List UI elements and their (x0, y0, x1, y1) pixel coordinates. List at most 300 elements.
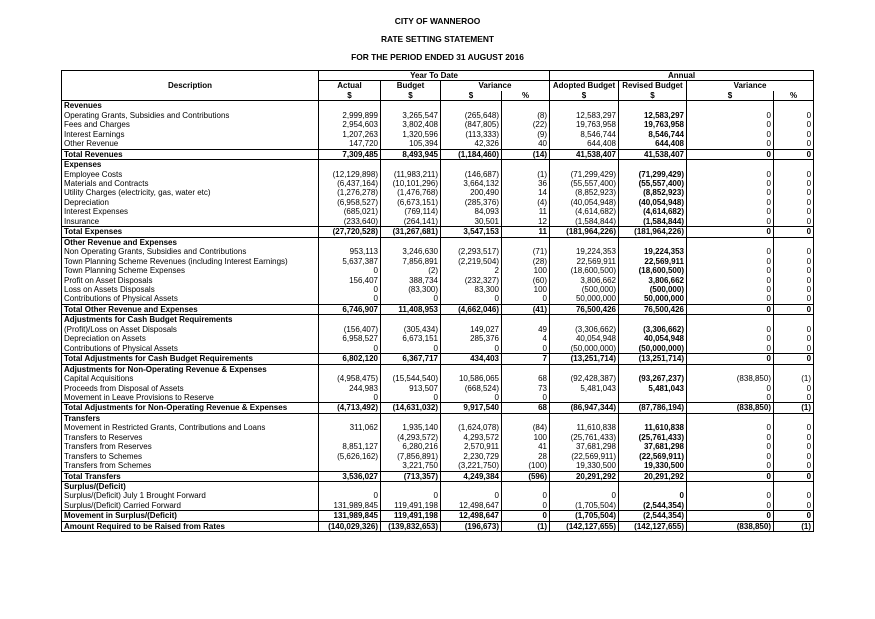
adopted-cell: 76,500,426 (550, 304, 619, 314)
adopted-cell: 11,610,838 (550, 423, 619, 432)
annual-variance-pct-cell: 0 (774, 304, 814, 314)
actual-cell: 311,062 (319, 423, 381, 432)
actual-cell: 0 (319, 266, 381, 275)
description-header: Description (167, 81, 212, 91)
budget-cell: 6,280,216 (381, 442, 441, 451)
row-label: Depreciation (64, 197, 109, 207)
row-label: Total Adjustments for Non-Operating Revenue & Expenses (62, 403, 319, 413)
annual-variance-pct-cell: 0 (774, 149, 814, 159)
budget-cell: (10,101,296) (381, 179, 441, 188)
revised-cell: (181,964,226) (619, 227, 687, 237)
variance-cell: 2 (441, 266, 502, 275)
budget-cell: (83,300) (381, 285, 441, 294)
annual-variance-cell: 0 (687, 149, 774, 159)
row-label: Movement in Restricted Grants, Contributions and Loans (64, 423, 266, 433)
adopted-cell: 37,681,298 (550, 442, 619, 451)
row-label: Total Revenues (62, 149, 319, 159)
table-row (62, 266, 814, 275)
annual-variance-cell: 0 (687, 294, 774, 304)
revised-cell: 37,681,298 (619, 442, 687, 451)
header-blank (62, 71, 319, 81)
revised-cell: 76,500,426 (619, 304, 687, 314)
row-label: (Profit)/Loss on Asset Disposals (64, 324, 177, 334)
revised-cell: 19,224,353 (619, 247, 687, 256)
variance-cell: (196,673) (441, 521, 502, 531)
adopted-cell: 19,330,500 (550, 461, 619, 471)
budget-cell: (31,267,681) (381, 227, 441, 237)
adopted-cell: (1,705,504) (550, 501, 619, 511)
row-label: Movement in Leave Provisions to Reserve (64, 392, 214, 402)
annual-variance-cell: 0 (687, 344, 774, 354)
annual-variance-cell: 0 (687, 423, 774, 432)
row-label: Transfers to Reserves (64, 432, 143, 442)
revised-cell: (87,786,194) (619, 403, 687, 413)
row-label: Utility Charges (electricity, gas, water etc) (64, 188, 211, 198)
adopted-cell (550, 393, 619, 403)
revised-cell: (55,557,400) (619, 179, 687, 188)
budget-cell: 6,673,151 (381, 334, 441, 343)
total-row (62, 521, 814, 531)
row-label: Amount Required to be Raised from Rates (62, 521, 319, 531)
revised-unit: $ (619, 91, 687, 101)
revised-cell: (40,054,948) (619, 198, 687, 207)
table-row (62, 325, 814, 334)
actual-cell: 7,309,485 (319, 149, 381, 159)
revised-cell: (71,299,429) (619, 170, 687, 179)
annual-variance-cell: 0 (687, 257, 774, 266)
variance-pct-cell: 49 (502, 325, 550, 334)
annual-variance-cell: 0 (687, 384, 774, 393)
variance-pct-cell: 100 (502, 285, 550, 294)
variance-cell: 83,300 (441, 285, 502, 294)
actual-cell: 5,637,387 (319, 257, 381, 266)
annual-variance-pct-cell: 0 (774, 334, 814, 343)
annual-variance-pct-cell: (1) (774, 521, 814, 531)
variance-pct-cell: (22) (502, 120, 550, 129)
budget-cell: 388,734 (381, 276, 441, 285)
variance-cell: (4,662,046) (441, 304, 502, 314)
row-label: Total Other Revenue and Expenses (62, 304, 319, 314)
annual-variance-pct-cell: 0 (774, 139, 814, 149)
annual-variance-pct-cell: 0 (774, 247, 814, 256)
budget-cell: (11,983,211) (381, 170, 441, 179)
section-label: Adjustments for Non-Operating Revenue & Expenses (64, 364, 267, 374)
annual-variance-pct-cell: 0 (774, 207, 814, 216)
variance-pct-cell: (8) (502, 111, 550, 120)
annual-variance-unit: $ (687, 91, 774, 101)
adopted-cell: 22,569,911 (550, 257, 619, 266)
annual-variance-pct-cell: 0 (774, 170, 814, 179)
adopted-cell: 5,481,043 (550, 384, 619, 393)
section-label: Revenues (64, 101, 102, 111)
annual-variance-cell: (838,850) (687, 374, 774, 383)
variance-cell: 2,230,729 (441, 452, 502, 461)
revised-cell: 20,291,292 (619, 471, 687, 481)
table-row (62, 442, 814, 451)
revised-cell: (93,267,237) (619, 374, 687, 383)
total-row (62, 354, 814, 364)
actual-unit: $ (319, 91, 381, 101)
annual-variance-pct-cell: 0 (774, 384, 814, 393)
section-row (62, 160, 814, 170)
annual-variance-pct-cell: 0 (774, 433, 814, 442)
variance-pct-cell: (71) (502, 247, 550, 256)
table-header (62, 71, 814, 101)
actual-cell: 156,407 (319, 276, 381, 285)
table-row (62, 170, 814, 179)
adopted-cell: 19,763,958 (550, 120, 619, 129)
actual-cell: (27,720,528) (319, 227, 381, 237)
total-row (62, 149, 814, 159)
annual-variance-cell: 0 (687, 188, 774, 197)
annual-variance-pct-cell: 0 (774, 294, 814, 304)
variance-pct-cell: 0 (502, 511, 550, 521)
revised-header: Revised Budget (619, 81, 687, 91)
variance-pct-cell: (9) (502, 130, 550, 139)
budget-cell: 3,221,750 (381, 461, 441, 471)
budget-cell: 913,507 (381, 384, 441, 393)
budget-cell: 0 (381, 294, 441, 304)
row-label: Transfers to Schemes (64, 451, 142, 461)
annual-variance-pct-cell: 0 (774, 461, 814, 471)
annual-variance-pct-cell: 0 (774, 198, 814, 207)
section-row (62, 315, 814, 325)
variance-cell: (146,687) (441, 170, 502, 179)
variance-cell: 200,490 (441, 188, 502, 197)
variance-unit: $ (441, 91, 502, 101)
budget-cell: 8,493,945 (381, 149, 441, 159)
row-label: Fees and Charges (64, 120, 130, 130)
budget-cell: 119,491,198 (381, 511, 441, 521)
variance-pct-cell: 14 (502, 188, 550, 197)
variance-cell: 4,293,572 (441, 433, 502, 442)
annual-variance-cell: 0 (687, 120, 774, 129)
annual-variance-pct-cell: (1) (774, 403, 814, 413)
variance-pct-cell: 41 (502, 442, 550, 451)
variance-pct-cell: 73 (502, 384, 550, 393)
annual-variance-cell: 0 (687, 334, 774, 343)
variance-pct-cell: 0 (502, 491, 550, 500)
budget-cell: 11,408,953 (381, 304, 441, 314)
annual-variance-cell: 0 (687, 247, 774, 256)
annual-variance-cell: 0 (687, 207, 774, 216)
section-label: Surplus/(Deficit) (64, 482, 126, 492)
row-label: Profit on Asset Disposals (64, 275, 153, 285)
table-row (62, 247, 814, 256)
actual-cell: (6,958,527) (319, 198, 381, 207)
adopted-cell: (40,054,948) (550, 198, 619, 207)
actual-cell: 953,113 (319, 247, 381, 256)
table-row (62, 393, 814, 403)
actual-cell: (4,713,492) (319, 403, 381, 413)
budget-cell: 6,367,717 (381, 354, 441, 364)
actual-cell: 1,207,263 (319, 130, 381, 139)
variance-pct-cell: 36 (502, 179, 550, 188)
adopted-cell: 644,408 (550, 139, 619, 149)
adopted-cell: (50,000,000) (550, 344, 619, 354)
variance-cell: 30,501 (441, 217, 502, 227)
budget-cell: (2) (381, 266, 441, 275)
budget-cell: (14,631,032) (381, 403, 441, 413)
table-row (62, 294, 814, 304)
budget-cell: 0 (381, 491, 441, 500)
annual-variance-cell: 0 (687, 266, 774, 275)
revised-cell: (2,544,354) (619, 501, 687, 511)
rate-setting-table (61, 70, 814, 532)
total-row (62, 304, 814, 314)
annual-variance-cell: 0 (687, 461, 774, 471)
variance-cell: 3,664,132 (441, 179, 502, 188)
row-label: Town Planning Scheme Revenues (including Interest Earnings) (64, 256, 288, 266)
row-label: Interest Earnings (64, 129, 125, 139)
annual-variance-cell: 0 (687, 393, 774, 403)
section-label: Transfers (64, 413, 101, 423)
row-label: Contributions of Physical Assets (64, 294, 178, 304)
variance-pct-cell: 11 (502, 227, 550, 237)
variance-pct-cell: 28 (502, 452, 550, 461)
actual-cell (319, 433, 381, 442)
annual-variance-cell: 0 (687, 130, 774, 139)
revised-cell: (500,000) (619, 285, 687, 294)
annual-variance-pct-cell: 0 (774, 501, 814, 511)
variance-cell: (1,624,078) (441, 423, 502, 432)
budget-cell: 105,394 (381, 139, 441, 149)
variance-cell: (285,376) (441, 198, 502, 207)
budget-cell: 3,265,547 (381, 111, 441, 120)
table-row (62, 491, 814, 500)
variance-cell: (1,184,460) (441, 149, 502, 159)
annual-variance-pct-unit: % (774, 91, 814, 101)
table-row (62, 217, 814, 227)
actual-cell: 0 (319, 393, 381, 403)
adopted-cell: 19,224,353 (550, 247, 619, 256)
annual-variance-cell: 0 (687, 170, 774, 179)
variance-cell: (232,327) (441, 276, 502, 285)
revised-cell: (4,614,682) (619, 207, 687, 216)
variance-cell: 84,093 (441, 207, 502, 216)
table-row (62, 120, 814, 129)
variance-cell: 12,498,647 (441, 511, 502, 521)
variance-cell: (2,293,517) (441, 247, 502, 256)
annual-variance-pct-cell: 0 (774, 257, 814, 266)
adopted-cell: (92,428,387) (550, 374, 619, 383)
variance-pct-cell: (1) (502, 170, 550, 179)
variance-cell: 12,498,647 (441, 501, 502, 511)
section-label: Expenses (64, 160, 102, 170)
actual-cell: 0 (319, 344, 381, 354)
variance-cell: 4,249,384 (441, 471, 502, 481)
annual-variance-cell: 0 (687, 304, 774, 314)
annual-variance-pct-cell: 0 (774, 217, 814, 227)
adopted-cell: (1,584,844) (550, 217, 619, 227)
row-label: Capital Acquisitions (64, 374, 134, 384)
annual-variance-pct-cell: (1) (774, 374, 814, 383)
budget-cell: 0 (381, 344, 441, 354)
budget-unit: $ (381, 91, 441, 101)
row-label: Contributions of Physical Assets (64, 343, 178, 353)
budget-cell: (264,141) (381, 217, 441, 227)
variance-cell: 42,326 (441, 139, 502, 149)
variance-pct-cell: 11 (502, 207, 550, 216)
revised-cell: 50,000,000 (619, 294, 687, 304)
actual-cell: 2,999,899 (319, 111, 381, 120)
variance-pct-cell: 100 (502, 266, 550, 275)
total-row (62, 511, 814, 521)
budget-cell: 3,802,408 (381, 120, 441, 129)
revised-cell: 11,610,838 (619, 423, 687, 432)
annual-variance-pct-cell: 0 (774, 227, 814, 237)
variance-pct-cell: (1) (502, 521, 550, 531)
actual-cell: 0 (319, 491, 381, 500)
table-body (62, 101, 814, 532)
adopted-cell: (86,947,344) (550, 403, 619, 413)
table-row (62, 433, 814, 442)
budget-cell: 119,491,198 (381, 501, 441, 511)
total-row (62, 227, 814, 237)
variance-cell: 0 (441, 491, 502, 500)
variance-pct-cell: 4 (502, 334, 550, 343)
variance-cell: 149,027 (441, 325, 502, 334)
row-label: Other Revenue (64, 139, 119, 149)
revised-cell: (50,000,000) (619, 344, 687, 354)
annual-variance-pct-cell: 0 (774, 188, 814, 197)
actual-cell: (4,958,475) (319, 374, 381, 383)
variance-cell: (265,648) (441, 111, 502, 120)
actual-cell: (140,029,326) (319, 521, 381, 531)
table-row (62, 344, 814, 354)
variance-pct-cell: (41) (502, 304, 550, 314)
table-row (62, 461, 814, 471)
adopted-cell: (181,964,226) (550, 227, 619, 237)
variance-header: Variance (441, 81, 550, 90)
revised-cell: (8,852,923) (619, 188, 687, 197)
org-name: CITY OF WANNEROO (394, 16, 481, 26)
annual-variance-cell: 0 (687, 139, 774, 149)
annual-variance-pct-cell: 0 (774, 266, 814, 275)
variance-cell: (2,219,504) (441, 257, 502, 266)
row-label: Materials and Contracts (64, 178, 149, 188)
actual-cell: (1,276,278) (319, 188, 381, 197)
revised-cell: (3,306,662) (619, 325, 687, 334)
adopted-cell: (55,557,400) (550, 179, 619, 188)
annual-group-header: Annual (550, 71, 814, 81)
ytd-group-header: Year To Date (319, 71, 550, 81)
variance-cell: (113,333) (441, 130, 502, 139)
budget-cell: 1,320,596 (381, 130, 441, 139)
row-label: Employee Costs (64, 169, 123, 179)
table-row (62, 452, 814, 461)
row-label: Loss on Assets Disposals (64, 284, 155, 294)
budget-cell: 0 (381, 393, 441, 403)
revised-cell: 5,481,043 (619, 384, 687, 393)
variance-cell: 0 (441, 393, 502, 403)
adopted-cell: (3,306,662) (550, 325, 619, 334)
revised-cell: 41,538,407 (619, 149, 687, 159)
adopted-cell: (13,251,714) (550, 354, 619, 364)
actual-cell: 2,954,603 (319, 120, 381, 129)
table-row (62, 423, 814, 432)
actual-cell: 147,720 (319, 139, 381, 149)
actual-cell: (156,407) (319, 325, 381, 334)
budget-cell: (769,114) (381, 207, 441, 216)
annual-variance-cell: 0 (687, 227, 774, 237)
adopted-cell: 8,546,744 (550, 130, 619, 139)
annual-variance-pct-cell: 0 (774, 452, 814, 461)
section-label: Adjustments for Cash Budget Requirements (64, 315, 233, 325)
variance-pct-cell: 100 (502, 433, 550, 442)
revised-cell (619, 393, 687, 403)
annual-variance-pct-cell: 0 (774, 179, 814, 188)
table-row (62, 334, 814, 343)
table-row (62, 257, 814, 266)
actual-cell: 131,989,845 (319, 501, 381, 511)
variance-cell: 9,917,540 (441, 403, 502, 413)
row-label: Surplus/(Deficit) July 1 Brought Forward (64, 491, 206, 501)
variance-pct-cell: 0 (502, 294, 550, 304)
variance-pct-cell: 40 (502, 139, 550, 149)
variance-pct-cell: (596) (502, 471, 550, 481)
annual-variance-cell: 0 (687, 111, 774, 120)
adopted-cell: 40,054,948 (550, 334, 619, 343)
budget-cell: (6,673,151) (381, 198, 441, 207)
row-label: Total Expenses (62, 227, 319, 237)
adopted-cell: (18,600,500) (550, 266, 619, 275)
adopted-cell: (8,852,923) (550, 188, 619, 197)
budget-cell: (1,476,768) (381, 188, 441, 197)
variance-pct-cell: 68 (502, 403, 550, 413)
annual-variance-cell: 0 (687, 501, 774, 511)
section-row (62, 101, 814, 111)
annual-variance-pct-cell: 0 (774, 276, 814, 285)
annual-variance-cell: 0 (687, 198, 774, 207)
table-row (62, 276, 814, 285)
annual-variance-pct-cell: 0 (774, 442, 814, 451)
revised-cell: 19,763,958 (619, 120, 687, 129)
annual-variance-cell: 0 (687, 276, 774, 285)
actual-cell: 0 (319, 294, 381, 304)
row-label: Non Operating Grants, Subsidies and Contributions (64, 247, 247, 257)
revised-cell: (13,251,714) (619, 354, 687, 364)
variance-cell: 3,547,153 (441, 227, 502, 237)
statement-title: RATE SETTING STATEMENT (380, 34, 495, 44)
variance-pct-cell: 68 (502, 374, 550, 383)
table-row (62, 188, 814, 197)
annual-variance-cell: 0 (687, 452, 774, 461)
table-row (62, 207, 814, 216)
row-label: Transfers from Reserves (64, 442, 152, 452)
variance-pct-cell: 0 (502, 344, 550, 354)
actual-cell: (685,021) (319, 207, 381, 216)
table-row (62, 384, 814, 393)
annual-variance-cell: 0 (687, 217, 774, 227)
budget-cell: 7,856,891 (381, 257, 441, 266)
variance-pct-cell: (100) (502, 461, 550, 471)
variance-cell: 285,376 (441, 334, 502, 343)
budget-cell: (7,856,891) (381, 452, 441, 461)
annual-variance-pct-cell: 0 (774, 111, 814, 120)
actual-header: Actual (319, 81, 381, 90)
actual-cell: 8,851,127 (319, 442, 381, 451)
table-row (62, 179, 814, 188)
annual-variance-pct-cell: 0 (774, 130, 814, 139)
annual-variance-cell: 0 (687, 491, 774, 500)
annual-variance-cell: 0 (687, 442, 774, 451)
revised-cell: 0 (619, 491, 687, 500)
annual-variance-pct-cell: 0 (774, 354, 814, 364)
total-row (62, 403, 814, 413)
row-label: Surplus/(Deficit) Carried Forward (64, 500, 181, 510)
row-label: Insurance (64, 216, 100, 226)
